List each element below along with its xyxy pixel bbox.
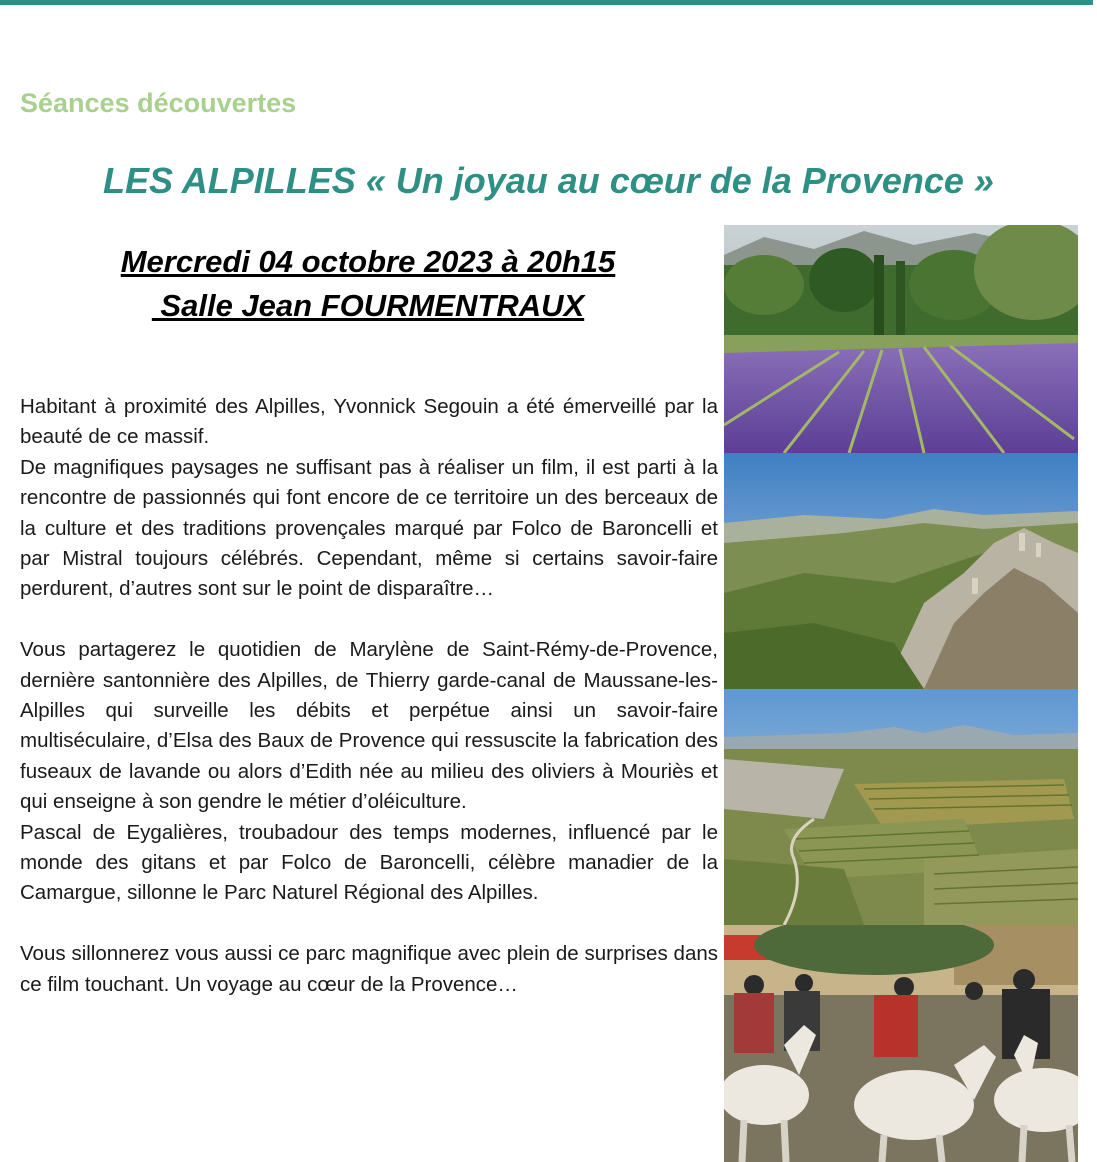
event-date-time: Mercredi 04 octobre 2023 à 20h15 (120, 244, 616, 279)
description (20, 392, 718, 1000)
section-label: Séances découvertes (20, 88, 297, 118)
paragraph-portraits: Vous partagerez le quotidien de Marylène de Saint-Rémy-de-Provence, dernière santonnière des Alpilles, de Thierry garde-canal de Maussane-les-Alpilles qui surveille les débits et perpétue ainsi un savoir-faire multiséculaire, d’Elsa des Baux de Provence qui ressuscite la fabrication des fuseaux de lavande ou alors d’Edith née au milieu des oliviers à Mouriès et qui enseigne à son gendre le métier d’oléiculture. (20, 638, 718, 814)
paragraph-intro: Habitant à proximité des Alpilles, Yvonnick Segouin a été émerveillé par la beauté de ce massif. (20, 395, 718, 449)
photo-lavender-field (724, 225, 1078, 453)
photo-horse-riders (724, 925, 1078, 1162)
event-venue: Salle Jean FOURMENTRAUX (151, 288, 585, 323)
page-title: LES ALPILLES « Un joyau au cœur de la Provence » (103, 160, 994, 201)
photo-alpilles-ridge (724, 453, 1078, 689)
event-info (18, 240, 718, 328)
photo-collage (724, 225, 1078, 1162)
paragraph-pascal: Pascal de Eygalières, troubadour des temps modernes, influencé par le monde des gitans et par Folco de Baroncelli, célèbre manadier de la Camargue, sillonne le Parc Naturel Régional des Alpilles. (20, 820, 718, 905)
paragraph-closing: Vous sillonnerez vous aussi ce parc magnifique avec plein de surprises dans ce film touchant. Un voyage au cœur de la Provence… (20, 942, 718, 996)
photo-olive-groves (724, 689, 1078, 925)
paragraph-film: De magnifiques paysages ne suffisant pas à réaliser un film, il est parti à la rencontre de passionnés qui font encore de ce territoire un des berceaux de la culture et des traditions provençales marqué par Folco de Baroncelli et par Mistral toujours célébrés. Cependant, même si certains savoir-faire perdurent, d’autres sont sur le point de disparaître… (20, 455, 718, 601)
top-rule (0, 0, 1093, 5)
